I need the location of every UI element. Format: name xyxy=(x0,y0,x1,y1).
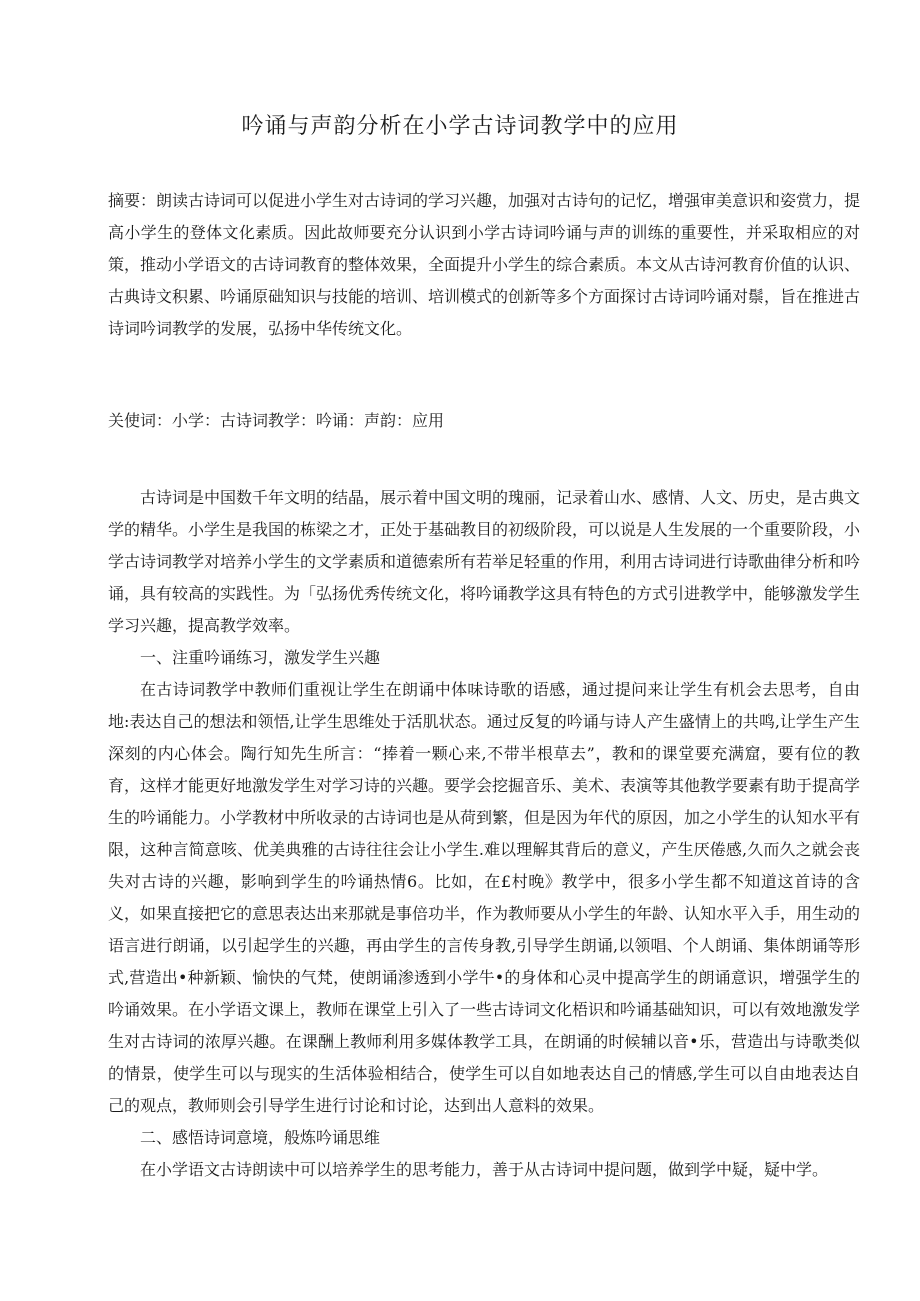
section-heading: 一、注重吟诵练习，激发学生兴趣 xyxy=(140,648,381,667)
abstract-paragraph: 摘要：朗读古诗词可以促进小学生对古诗词的学习兴趣，加强对古诗句的记忆，增强审美意识和姿赏力，提高小学生的登体文化素质。因此故师要充分认识到小学古诗词吟诵与声的训练的重要性，并采取相应的对策，推动小学语文的古诗词教育的整体效果，全面提升小学生的综合素质。本文从古诗河教育价值的认识、古典诗文积累、吟诵原础知识与技能的培训、培训模式的创新等多个方面探讨古诗词吟诵对鬃，旨在推进古诗词吟词教学的发展，弘扬中华传统文化。 xyxy=(108,191,861,338)
body-paragraph: 在小学语文古诗朗读中可以培养学生的思考能力，善于从古诗词中提问题，做到学中疑，疑中学。 xyxy=(140,1160,829,1179)
body-text xyxy=(108,482,860,1186)
document-title: 吟诵与声韵分析在小学古诗词教学中的应用 xyxy=(241,114,679,139)
body-paragraph: 在古诗词教学中教师们重视让学生在朗诵中体味诗歌的语感，通过提问来让学生有机会去思考，自由地:表达自己的想法和领悟,让学生思维处于活肌状态。通过反复的吟诵与诗人产生盛情上的共鸣,让学生产生深刻的内心体会。陶行知先生所言：“捧着一颗心来,不带半根草去”，教和的课堂要充满窟，要有位的教育，这样才能更好地激发学生对学习诗的兴趣。要学会挖掘音乐、美术、表演等其他教学要素有助于提高学生的吟诵能力。小学教材中所收录的古诗词也是从荷到繁，但是因为年代的原因，加之小学生的认知水平有限，这种言简意咳、优美典雅的古诗往往会让小学生.难以理解其背后的意义，产生厌倦感,久而久之就会丧失对古诗的兴趣，影响到学生的吟诵热情6。比如，在£村晚》教学中，很多小学生都不知道这首诗的含义，如果直接把它的意思表达出来那就是事倍功半，作为教师要从小学生的年龄、认知水平入手，用生动的语言进行朗诵，以引起学生的兴趣，再由学生的言传身教,引导学生朗诵,以领唱、个人朗诵、集体朗诵等形式,营造出•种新颖、愉快的气梵，使朗诵渗透到小学牛•的身体和心灵中提高学生的朗诵意识，增强学生的吟诵效果。在小学语文课上，教师在课堂上引入了一些古诗词文化梧识和吟诵基础知识，可以有效地激发学生对古诗词的浓厚兴趣。在课酬上教师利用多媒体教学工具，在朗诵的时候辅以音•乐，营造出与诗歌类似的情景，使学生可以与现实的生活体验相结合，使学生可以自如地表达自己的情感,学生可以自由地表达自己的观点，教师则会引导学生进行讨论和讨论，达到出人意料的效果。 xyxy=(108,680,861,1115)
keywords-line: 关使词：小学：古诗词教学：吟诵：声韵：应用 xyxy=(108,411,445,430)
body-paragraph: 古诗词是中国数千年文明的结晶，展示着中国文明的瑰丽，记录着山水、感情、人文、历史，是古典文学的精华。小学生是我国的栋梁之才，正处于基础教目的初级阶段，可以说是人生发展的一个重要阶段，小学古诗词教学对培养小学生的文学素质和道德索所有若举足轻重的作用，利用古诗词进行诗歌曲律分析和吟诵，具有较高的实践性。为「弘扬优秀传统文化，将吟诵教学这具有特色的方式引进教学中，能够激发学生学习兴趣，提高教学效率。 xyxy=(108,488,861,635)
section-heading: 二、感悟诗词意境，般炼吟诵思维 xyxy=(140,1128,381,1147)
